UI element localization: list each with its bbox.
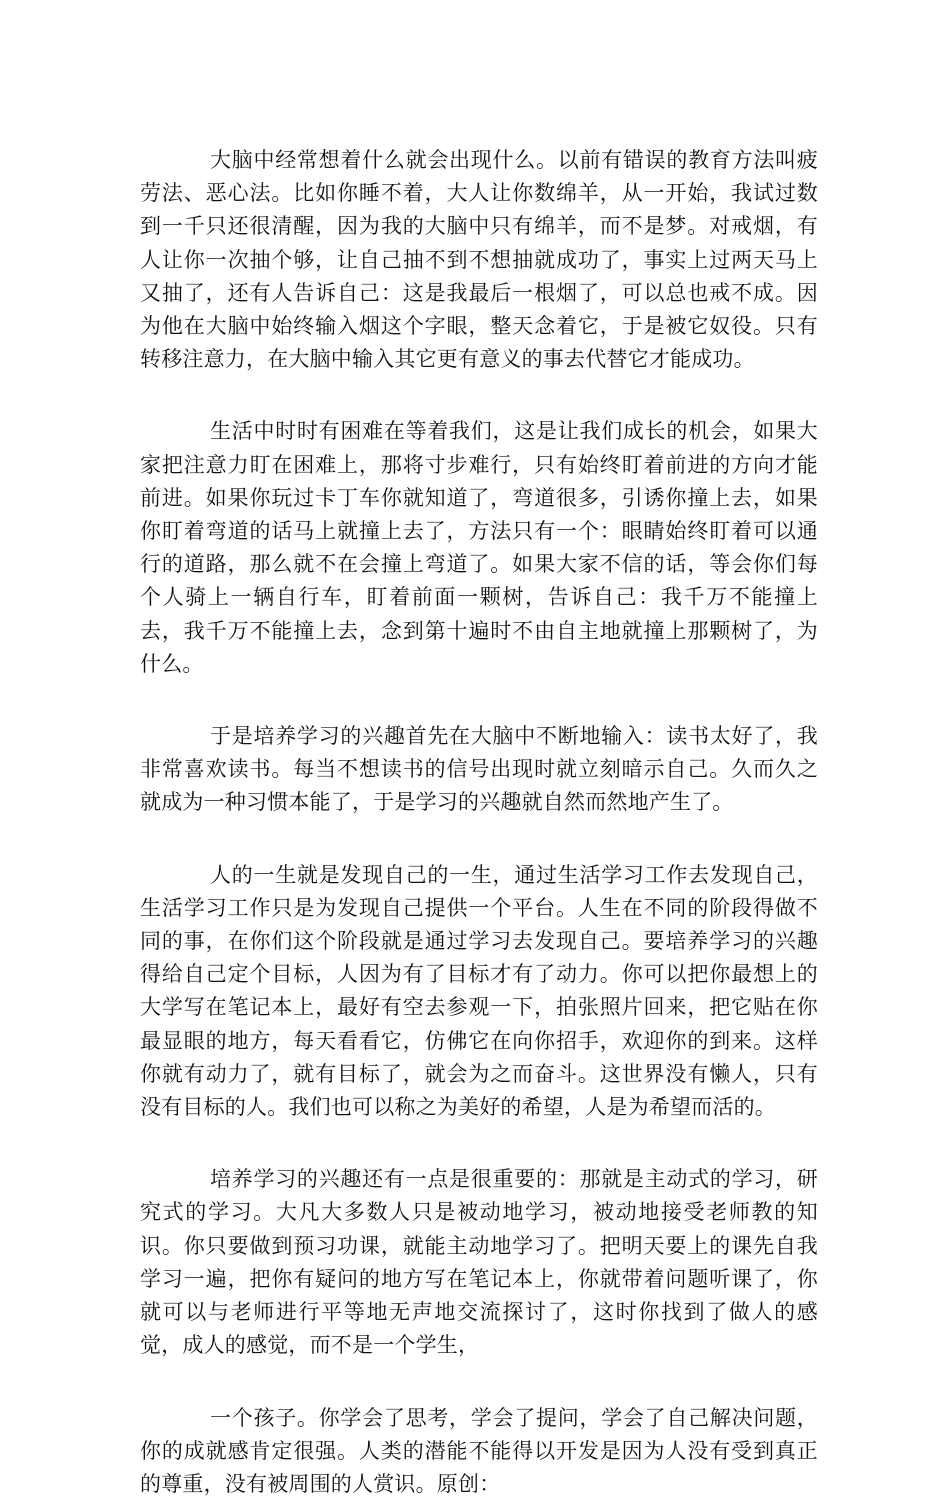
paragraph-3: 于是培养学习的兴趣首先在大脑中不断地输入：读书太好了，我非常喜欢读书。每当不想读书的信号出现时就立刻暗示自己。久而久之就成为一种习惯本能了，于是学习的兴趣就自然而然地产生了。 — [140, 720, 818, 820]
paragraph-2: 生活中时时有困难在等着我们，这是让我们成长的机会，如果大家把注意力盯在困难上，那将寸步难行，只有始终盯着前进的方向才能前进。如果你玩过卡丁车你就知道了，弯道很多，引诱你撞上去，如果你盯着弯道的话马上就撞上去了，方法只有一个：眼睛始终盯着可以通行的道路，那么就不在会撞上弯道了。如果大家不信的话，等会你们每个人骑上一辆自行车，盯着前面一颗树，告诉自己：我千万不能撞上去，我千万不能撞上去，念到第十遍时不由自主地就撞上那颗树了，为什么。 — [140, 415, 818, 681]
paragraph-5: 培养学习的兴趣还有一点是很重要的：那就是主动式的学习，研究式的学习。大凡大多数人只是被动地学习，被动地接受老师教的知识。你只要做到预习功课，就能主动地学习了。把明天要上的课先自我学习一遍，把你有疑问的地方写在笔记本上，你就带着问题听课了，你就可以与老师进行平等地无声地交流探讨了，这时你找到了做人的感觉，成人的感觉，而不是一个学生， — [140, 1163, 818, 1362]
paragraph-4: 人的一生就是发现自己的一生，通过生活学习工作去发现自己，生活学习工作只是为发现自己提供一个平台。人生在不同的阶段得做不同的事，在你们这个阶段就是通过学习去发现自己。要培养学习的兴趣得给自己定个目标，人因为有了目标才有了动力。你可以把你最想上的大学写在笔记本上，最好有空去参观一下，拍张照片回来，把它贴在你最显眼的地方，每天看看它，仿佛它在向你招手，欢迎你的到来。这样你就有动力了，就有目标了，就会为之而奋斗。这世界没有懒人，只有没有目标的人。我们也可以称之为美好的希望，人是为希望而活的。 — [140, 859, 818, 1125]
paragraph-1: 大脑中经常想着什么就会出现什么。以前有错误的教育方法叫疲劳法、恶心法。比如你睡不着，大人让你数绵羊，从一开始，我试过数到一千只还很清醒，因为我的大脑中只有绵羊，而不是梦。对戒烟，有人让你一次抽个够，让自己抽不到不想抽就成功了，事实上过两天马上又抽了，还有人告诉自己：这是我最后一根烟了，可以总也戒不成。因为他在大脑中始终输入烟这个字眼，整天念着它，于是被它奴役。只有转移注意力，在大脑中输入其它更有意义的事去代替它才能成功。 — [140, 144, 818, 376]
paragraph-6: 一个孩子。你学会了思考，学会了提问，学会了自己解决问题，你的成就感肯定很强。人类的潜能不能得以开发是因为人没有受到真正的尊重，没有被周围的人赏识。原创： — [140, 1402, 818, 1501]
